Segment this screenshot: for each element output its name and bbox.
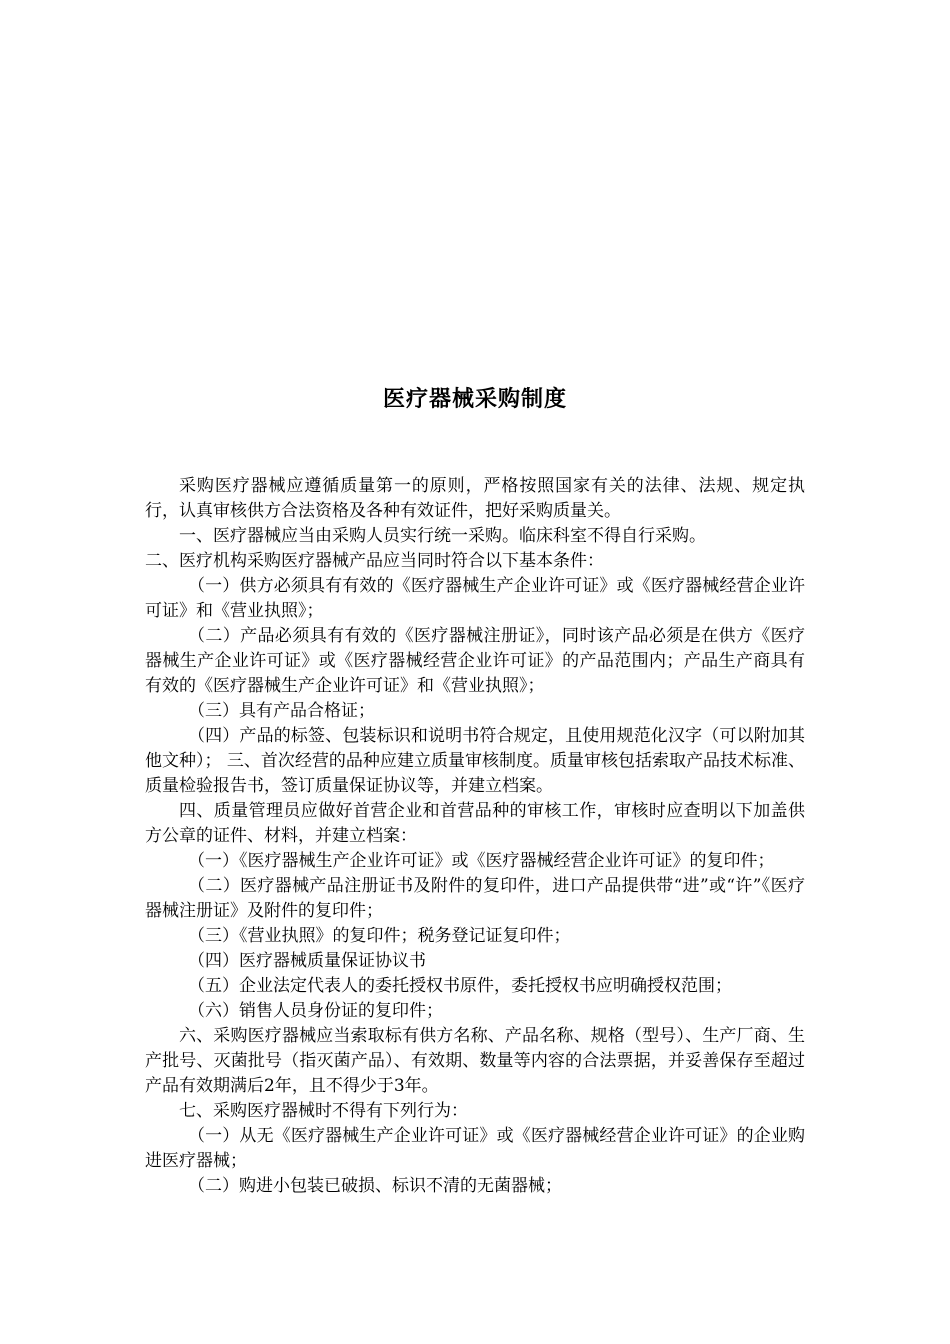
- paragraph-2-1: （一）供方必须具有有效的《医疗器械生产企业许可证》或《医疗器械经营企业许可证》和《营业执照》；: [145, 576, 805, 621]
- paragraph-7-1: （一）从无《医疗器械生产企业许可证》或《医疗器械经营企业许可证》的企业购进医疗器械；: [145, 1126, 805, 1171]
- paragraph-6: 六、采购医疗器械应当索取标有供方名称、产品名称、规格（型号）、生产厂商、生产批号、灭菌批号（指灭菌产品）、有效期、数量等内容的合法票据，并妥善保存至超过产品有效期满后2年，且不得少于3年。: [145, 1026, 805, 1096]
- paragraph-intro: 采购医疗器械应遵循质量第一的原则，严格按照国家有关的法律、法规、规定执行，认真审核供方合法资格及各种有效证件，把好采购质量关。: [145, 476, 805, 521]
- paragraph-1: 一、医疗器械应当由采购人员实行统一采购。临床科室不得自行采购。: [179, 526, 706, 546]
- paragraph-4-3: （三）《营业执照》的复印件；税务登记证复印件；: [188, 926, 571, 946]
- paragraph-7: 七、采购医疗器械时不得有下列行为：: [179, 1101, 468, 1121]
- paragraph-4: 四、质量管理员应做好首营企业和首营品种的审核工作，审核时应查明以下加盖供方公章的证件、材料，并建立档案：: [145, 801, 805, 846]
- document-body: [145, 474, 805, 1199]
- paragraph-4-5: （五）企业法定代表人的委托授权书原件，委托授权书应明确授权范围；: [188, 976, 732, 996]
- paragraph-2-4: （四）产品的标签、包装标识和说明书符合规定，且使用规范化汉字（可以附加其他文种）； 三、首次经营的品种应建立质量审核制度。质量审核包括索取产品技术标准、质量检验报告书，签订质量保证协议等，并建立档案。: [145, 726, 805, 796]
- paragraph-4-1: （一）《医疗器械生产企业许可证》或《医疗器械经营企业许可证》的复印件；: [188, 851, 775, 871]
- paragraph-4-4: （四）医疗器械质量保证协议书: [188, 951, 426, 971]
- paragraph-4-6: （六）销售人员身份证的复印件；: [188, 1001, 443, 1021]
- paragraph-2: 二、医疗机构采购医疗器械产品应当同时符合以下基本条件：: [145, 551, 604, 571]
- paragraph-7-2: （二）购进小包装已破损、标识不清的无菌器械；: [188, 1176, 562, 1196]
- document-title: 医疗器械采购制度: [382, 387, 567, 412]
- paragraph-2-2: （二）产品必须具有有效的《医疗器械注册证》，同时该产品必须是在供方《医疗器械生产企业许可证》或《医疗器械经营企业许可证》的产品范围内；产品生产商具有有效的《医疗器械生产企业许可证》和《营业执照》；: [145, 626, 805, 696]
- paragraph-2-3: （三）具有产品合格证；: [188, 701, 375, 721]
- paragraph-4-2: （二）医疗器械产品注册证书及附件的复印件，进口产品提供带“进”或“许”《医疗器械注册证》及附件的复印件；: [145, 876, 805, 921]
